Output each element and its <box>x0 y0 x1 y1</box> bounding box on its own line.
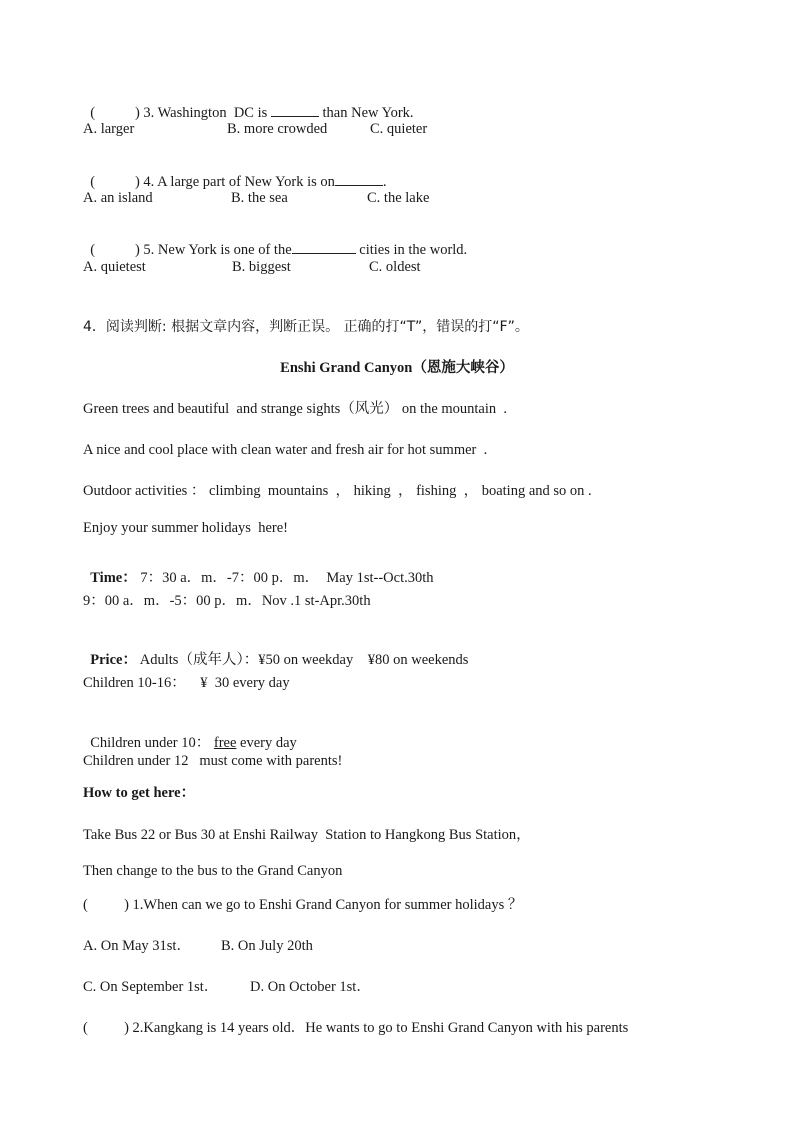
option-b: B. biggest <box>232 259 291 275</box>
answer-parentheses: ( ) <box>90 105 140 121</box>
answer-blank <box>335 172 383 186</box>
free-text: free <box>213 735 237 751</box>
question-5 <box>83 222 467 259</box>
reading-question-2: ( ) 2.Kangkang is 14 years old．He wants to go to Enshi Grand Canyon with his parents <box>83 1020 629 1036</box>
price-text: every day <box>236 735 297 751</box>
question-4 <box>83 154 387 191</box>
option-b: B. more crowded <box>227 121 328 137</box>
passage-line: Enjoy your summer holidays here! <box>83 520 288 536</box>
answer-blank <box>292 240 356 254</box>
question-text: . <box>382 174 387 190</box>
passage-line: Green trees and beautiful and strange sights（风光） on the mountain . <box>83 401 508 417</box>
question-3 <box>83 85 414 122</box>
option-c: C. quieter <box>370 121 428 137</box>
option-a: A. an island <box>83 190 153 206</box>
option-c: C. the lake <box>367 190 430 206</box>
answer-blank <box>271 103 319 117</box>
option-b: B. the sea <box>231 190 288 206</box>
option-a: A. quietest <box>83 259 146 275</box>
how-label: How to get here： <box>83 785 196 801</box>
time-label: Time： <box>90 570 137 586</box>
price-text: Children under 10： <box>90 735 214 751</box>
section-heading: 4．阅读判断: 根据文章内容，判断正误。 正确的打“T”，错误的打“F”。 <box>83 319 529 335</box>
time-line-2: 9：00 a．m．-5：00 p．m．Nov .1 st-Apr.30th <box>83 593 371 609</box>
question-text: cities in the world. <box>355 242 468 258</box>
price-line-2: Children 10-16： ¥ 30 every day <box>83 675 290 691</box>
answer-parentheses: ( ) <box>90 174 140 190</box>
time-value: 7：30 a．m．-7：00 p．m． May 1st--Oct.30th <box>136 570 434 586</box>
option-c: C. oldest <box>369 259 421 275</box>
answer-parentheses: ( ) <box>90 242 140 258</box>
question-text: than New York. <box>318 105 414 121</box>
passage-title: Enshi Grand Canyon（恩施大峡谷） <box>280 360 514 376</box>
passage-line: A nice and cool place with clean water and fresh air for hot summer . <box>83 442 488 458</box>
how-line-1: Take Bus 22 or Bus 30 at Enshi Railway Station to Hangkong Bus Station， <box>83 827 531 843</box>
price-line-3 <box>83 716 297 752</box>
question-text: 4. A large part of New York is on <box>139 174 335 190</box>
how-line-2: Then change to the bus to the Grand Canyon <box>83 863 343 879</box>
question-text: 5. New York is one of the <box>139 242 292 258</box>
price-label: Price： <box>90 652 137 668</box>
option-a: A. On May 31st． <box>83 938 191 954</box>
option-b: B. On July 20th <box>221 938 313 954</box>
price-line <box>83 633 468 669</box>
time-line <box>83 551 434 587</box>
price-value: Adults（成年人）：¥50 on weekday ¥80 on weekends <box>136 652 469 668</box>
question-text: 3. Washington DC is <box>139 105 271 121</box>
passage-line: Outdoor activities ： climbing mountains ， hiking ， fishing ， boating and so on . <box>83 483 592 499</box>
reading-question-1: ( ) 1.When can we go to Enshi Grand Canyon for summer holidays ？ <box>83 897 523 913</box>
option-c: C. On September 1st． <box>83 979 219 995</box>
option-a: A. larger <box>83 121 135 137</box>
option-d: D. On October 1st． <box>250 979 371 995</box>
price-line-4: Children under 12 must come with parents! <box>83 753 343 769</box>
